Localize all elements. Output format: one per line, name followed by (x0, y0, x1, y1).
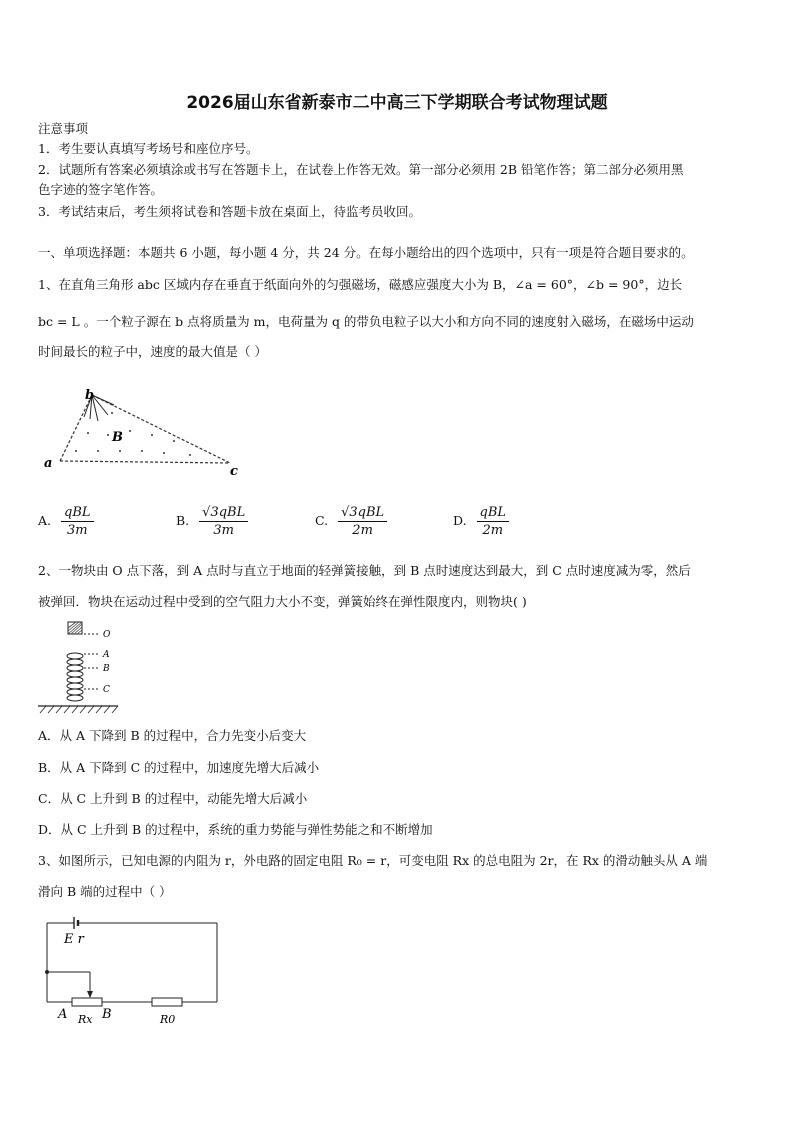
notice-item-2: 2．试题所有答案必须填涂或书写在答题卡上，在试卷上作答无效。第一部分必须用 2B 铅笔作答；第二部分必须用黑 (38, 162, 684, 177)
q1-option-d-num: qBL (477, 505, 510, 522)
q1-option-b (176, 505, 248, 538)
q1-option-c (315, 505, 387, 538)
q2-option-a: A．从 A 下降到 B 的过程中，合力先变小后变大 (38, 728, 307, 743)
q1-option-c-num: √3qBL (338, 505, 387, 522)
q1-option-a-num: qBL (61, 505, 94, 522)
q2-option-b: B．从 A 下降到 C 的过程中，加速度先增大后减小 (38, 760, 320, 775)
q2-fig-label-o: O (103, 630, 111, 640)
q2-text-1: 2、一物块由 O 点下落，到 A 点时与直立于地面的轻弹簧接触，到 B 点时速度达到最大，到 C 点时速度减为零，然后 (38, 563, 691, 578)
q1-triangle-figure (40, 383, 260, 478)
q1-option-c-fraction (338, 505, 387, 538)
notice-heading: 注意事项 (38, 121, 89, 136)
q1-text-2: bc = L 。一个粒子源在 b 点将质量为 m，电荷量为 q 的带负电粒子以大小和方向不同的速度射入磁场，在磁场中运动 (38, 314, 694, 329)
q1-option-d (453, 505, 509, 538)
q1-fig-label-B: B (112, 430, 123, 445)
q2-option-d: D．从 C 上升到 B 的过程中，系统的重力势能与弹性势能之和不断增加 (38, 822, 433, 837)
notice-item-2-cont: 色字迹的签字笔作答。 (38, 182, 164, 197)
q1-option-c-den: 2m (352, 523, 373, 538)
notice-item-1: 1．考生要认真填写考场号和座位序号。 (38, 141, 259, 156)
q3-fig-label-a: A (58, 1007, 68, 1022)
q1-option-b-den: 3m (213, 523, 234, 538)
q2-fig-label-b: B (103, 664, 110, 674)
q1-option-d-fraction (477, 505, 510, 538)
q1-text-3: 时间最长的粒子中，速度的最大值是（ ） (38, 344, 267, 359)
q1-option-d-den: 2m (482, 523, 504, 538)
q1-option-d-label: D. (453, 513, 467, 528)
q2-spring-figure (36, 618, 146, 716)
q3-circuit-figure (40, 910, 230, 1030)
notice-item-3: 3．考试结束后，考生须将试卷和答题卡放在桌面上，待监考员收回。 (38, 204, 421, 219)
section-heading: 一、单项选择题：本题共 6 小题，每小题 4 分，共 24 分。在每小题给出的四个选项中，只有一项是符合题目要求的。 (38, 245, 694, 260)
q1-fig-label-b: b (85, 388, 95, 403)
q3-fig-label-r0: R0 (160, 1013, 176, 1026)
q1-text-1: 1、在直角三角形 abc 区域内存在垂直于纸面向外的匀强磁场，磁感应强度大小为 B，∠a = 60°，∠b = 90°，边长 (38, 277, 683, 292)
q1-option-a (38, 505, 94, 538)
q3-fig-label-b: B (102, 1007, 112, 1022)
q1-option-a-label: A. (38, 513, 52, 528)
q1-option-b-label: B. (176, 513, 190, 528)
q2-text-2: 被弹回．物块在运动过程中受到的空气阻力大小不变，弹簧始终在弹性限度内，则物块( ) (38, 594, 527, 609)
q1-option-c-label: C. (315, 513, 329, 528)
q1-option-a-fraction (61, 505, 94, 538)
q3-text-1: 3、如图所示，已知电源的内阻为 r，外电路的固定电阻 R₀ = r，可变电阻 Rx 的总电阻为 2r，在 Rx 的滑动触头从 A 端 (38, 853, 708, 868)
q2-fig-label-c: C (103, 685, 110, 695)
q1-option-a-den: 3m (66, 523, 88, 538)
q3-text-2: 滑向 B 端的过程中（ ） (38, 884, 172, 899)
q3-fig-label-rx: Rx (78, 1013, 93, 1026)
q1-option-b-num: √3qBL (199, 505, 248, 522)
q2-fig-label-a: A (103, 650, 110, 660)
q1-option-b-fraction (199, 505, 248, 538)
q2-option-c: C．从 C 上升到 B 的过程中，动能先增大后减小 (38, 791, 308, 806)
page-title: 2026届山东省新泰市二中高三下学期联合考试物理试题 (186, 93, 608, 113)
q1-fig-label-c: c (230, 464, 238, 478)
q3-fig-label-source: E r (64, 932, 84, 947)
q1-fig-label-a: a (44, 456, 53, 471)
